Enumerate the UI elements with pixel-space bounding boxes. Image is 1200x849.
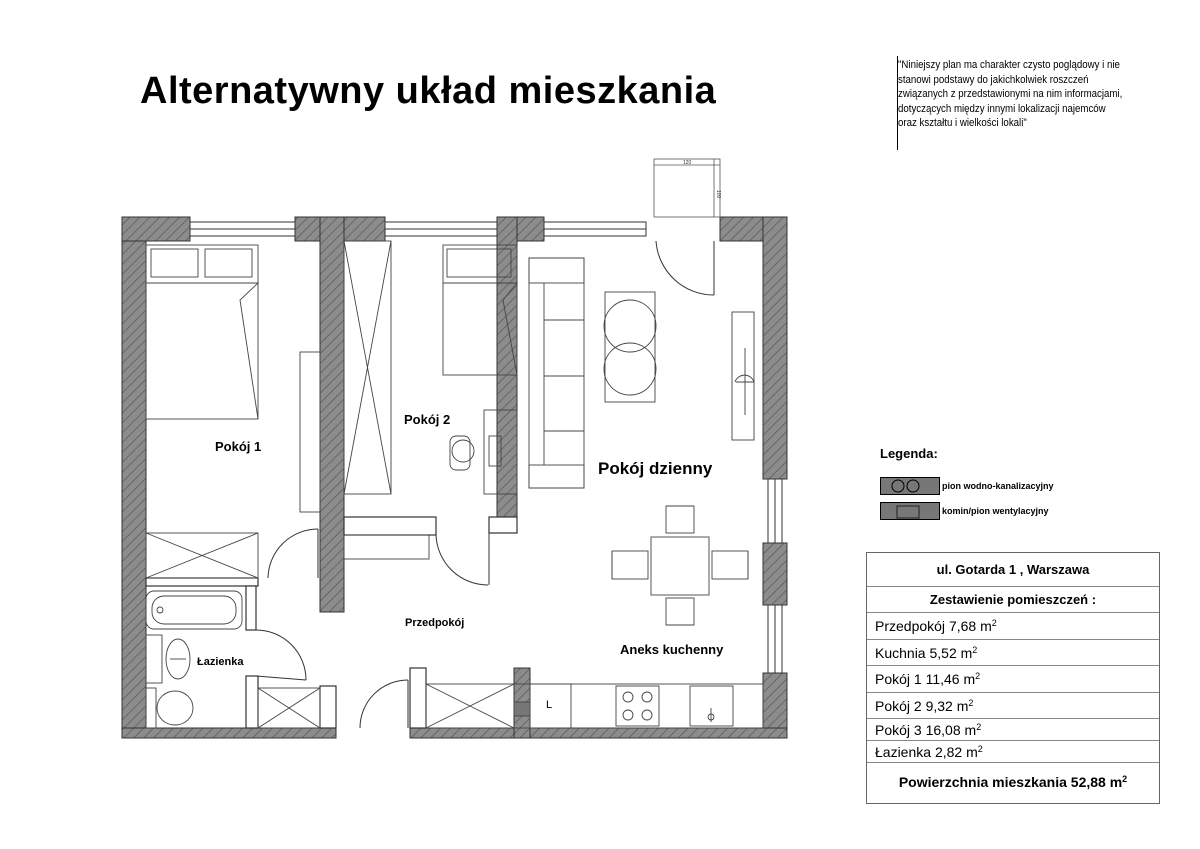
svg-text:120: 120 [683,160,692,166]
windows [190,222,782,673]
table-row: Przedpokój 7,68 $m^2$ [867,613,1159,640]
room-summary-table [866,552,1160,804]
svg-text:100: 100 [715,190,721,199]
table-row: Kuchnia 5,52 $m^2$ [867,640,1159,667]
room-label-dzienny: Pokój dzienny [598,459,713,478]
total-area: Powierzchnia mieszkania 52,88 $m^2$ [898,774,1128,790]
legend-title: Legenda: [880,446,938,461]
legend-label-chimney: komin/pion wentylacyjny [942,506,1049,516]
room-label-pokoj2: Pokój 2 [404,412,451,427]
room-label-pokoj1: Pokój 1 [215,439,262,454]
chimney-icon [880,502,940,520]
table-row: Łazienka 2,82 $m^2$ [867,741,1159,763]
disclaimer-text: "Niniejszy plan ma charakter czysto poglądowy i nie stanowi podstawy do jakichkolwiek roszczeń związanych z przedstawionymi na nim informacjami, dotyczących między innymi lokalizacji najemców oraz kształtu i wielkości lokali" [898,59,1123,129]
room-label-aneks: Aneks kuchenny [620,642,724,657]
table-row: Pokój 3 16,08 $m^2$ [867,719,1159,741]
water-pipe-icon [880,477,940,495]
table-row: Pokój 2 9,32 $m^2$ [867,693,1159,720]
legend-label-water: pion wodno-kanalizacyjny [942,481,1054,491]
table-row: Pokój 1 11,46 $m^2$ [867,666,1159,693]
fridge-label: L [546,699,553,711]
summary-header: Zestawienie pomieszczeń : [867,587,1159,613]
room-label-przedpokoj: Przedpokój [405,617,465,629]
address: ul. Gotarda 1 , Warszawa [867,553,1159,587]
balcony [654,159,721,217]
page-title: Alternatywny układ mieszkania [140,70,717,112]
room-label-lazienka: Łazienka [197,656,244,668]
